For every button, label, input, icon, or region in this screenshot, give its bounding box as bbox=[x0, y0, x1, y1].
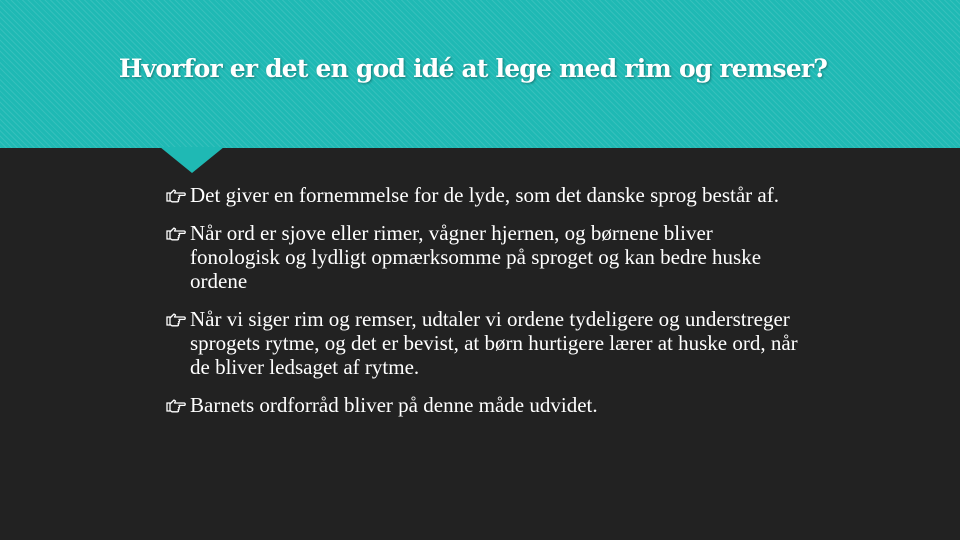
pointing-hand-icon bbox=[166, 225, 186, 241]
list-item bbox=[166, 183, 806, 207]
bullet-text: Barnets ordforråd bliver på denne måde udvidet. bbox=[190, 393, 598, 417]
banner-notch bbox=[160, 147, 224, 173]
pointing-hand-icon bbox=[166, 187, 186, 203]
list-item bbox=[166, 307, 806, 379]
pointing-hand-icon bbox=[166, 311, 186, 327]
list-item bbox=[166, 393, 806, 417]
bullet-text: Når vi siger rim og remser, udtaler vi ordene tydeligere og understreger sprogets rytme, og det er bevist, at børn hurtigere lærer at huske ord, når de bliver ledsaget af rytme. bbox=[190, 307, 798, 379]
bullet-text: Når ord er sjove eller rimer, vågner hjernen, og børnene bliver fonologisk og lydligt opmærksomme på sproget og kan bedre huske ordene bbox=[190, 221, 762, 293]
pointing-hand-icon bbox=[166, 397, 186, 413]
slide-title: Hvorfor er det en god idé at lege med rim og remser? bbox=[118, 54, 828, 83]
bullet-text: Det giver en fornemmelse for de lyde, som det danske sprog består af. bbox=[190, 183, 779, 207]
bullet-list bbox=[166, 183, 806, 431]
list-item bbox=[166, 221, 806, 293]
